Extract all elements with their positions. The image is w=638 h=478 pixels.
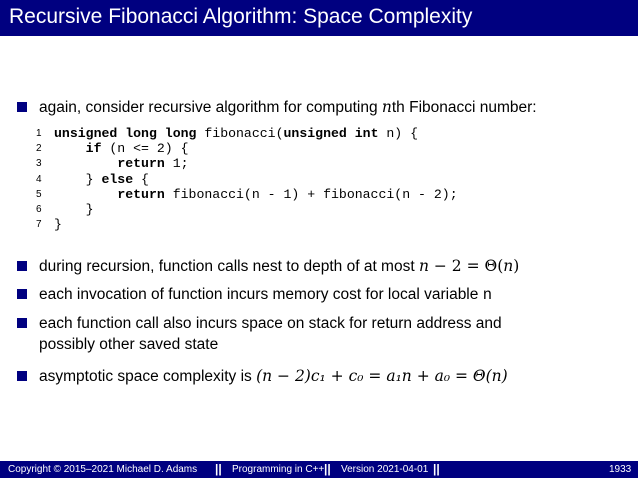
code-text: fibonacci(n - 1) + fibonacci(n - 2);	[164, 186, 458, 202]
code-keyword: return	[117, 186, 165, 202]
bullet-text: during recursion, function calls nest to depth of at most	[39, 258, 419, 275]
bullet-text: each function call also incurs space on stack for return address and	[39, 315, 502, 332]
line-number: 4	[36, 173, 42, 185]
code-line	[36, 172, 458, 187]
bullet-square-icon	[17, 318, 27, 328]
code-text: n) {	[378, 126, 419, 141]
line-number: 7	[36, 219, 42, 231]
math-expression: n − 2 = Θ(n)	[418, 257, 520, 275]
bullet-square-icon	[17, 289, 27, 299]
code-text: }	[54, 201, 94, 217]
title-bar	[0, 0, 638, 36]
footer-bar	[0, 461, 638, 478]
code-text: }	[54, 217, 62, 233]
code-text: fibonacci(	[196, 126, 284, 141]
line-number: 3	[36, 158, 42, 170]
bullet-text: again, consider recursive algorithm for computing	[39, 99, 382, 116]
code-text	[54, 187, 117, 202]
code-keyword: if	[85, 141, 102, 157]
footer-copyright: Copyright © 2015–2021 Michael D. Adams	[8, 464, 198, 475]
code-text: {	[133, 171, 149, 187]
code-keyword: unsigned int	[283, 126, 379, 141]
code-keyword: else	[101, 171, 134, 187]
code-keyword: unsigned long long	[54, 126, 197, 141]
footer-separator: ||	[433, 462, 440, 476]
code-line	[36, 187, 458, 202]
footer-version: Version 2021-04-01	[341, 464, 429, 475]
code-text: 1;	[164, 156, 189, 172]
code-line	[36, 202, 458, 217]
code-text: }	[54, 171, 102, 187]
bullet-square-icon	[17, 261, 27, 271]
code-line	[36, 126, 458, 141]
line-number: 1	[36, 128, 42, 139]
code-line	[36, 156, 458, 171]
footer-course: Programming in C++	[232, 464, 325, 475]
code-line	[36, 141, 458, 156]
code-text: (n <= 2) {	[101, 141, 189, 157]
bullet-text: possibly other saved state	[39, 336, 219, 353]
bullet-square-icon	[17, 371, 27, 381]
bullet-text: each invocation of function incurs memory cost for local variable	[39, 286, 483, 303]
bullet-square-icon	[17, 102, 27, 112]
bullet-text: th Fibonacci number:	[391, 99, 537, 116]
footer-page-number: 1933	[609, 464, 632, 475]
math-expression: (n − 2)c₁ + c₀ = a₁n + a₀ = Θ(n)	[256, 367, 508, 385]
footer-separator: ||	[324, 462, 331, 476]
code-variable-n: n	[482, 286, 492, 304]
footer-separator: ||	[215, 462, 222, 476]
math-n: n	[381, 98, 392, 116]
code-text	[54, 156, 117, 171]
bullet-text: asymptotic space complexity is	[39, 368, 257, 385]
code-listing	[36, 126, 458, 232]
code-line	[36, 217, 458, 232]
line-number: 2	[36, 143, 42, 155]
code-keyword: return	[117, 156, 165, 172]
line-number: 5	[36, 188, 42, 200]
code-text	[54, 141, 86, 156]
slide-title: Recursive Fibonacci Algorithm: Space Complexity	[9, 5, 473, 28]
line-number: 6	[36, 203, 42, 215]
